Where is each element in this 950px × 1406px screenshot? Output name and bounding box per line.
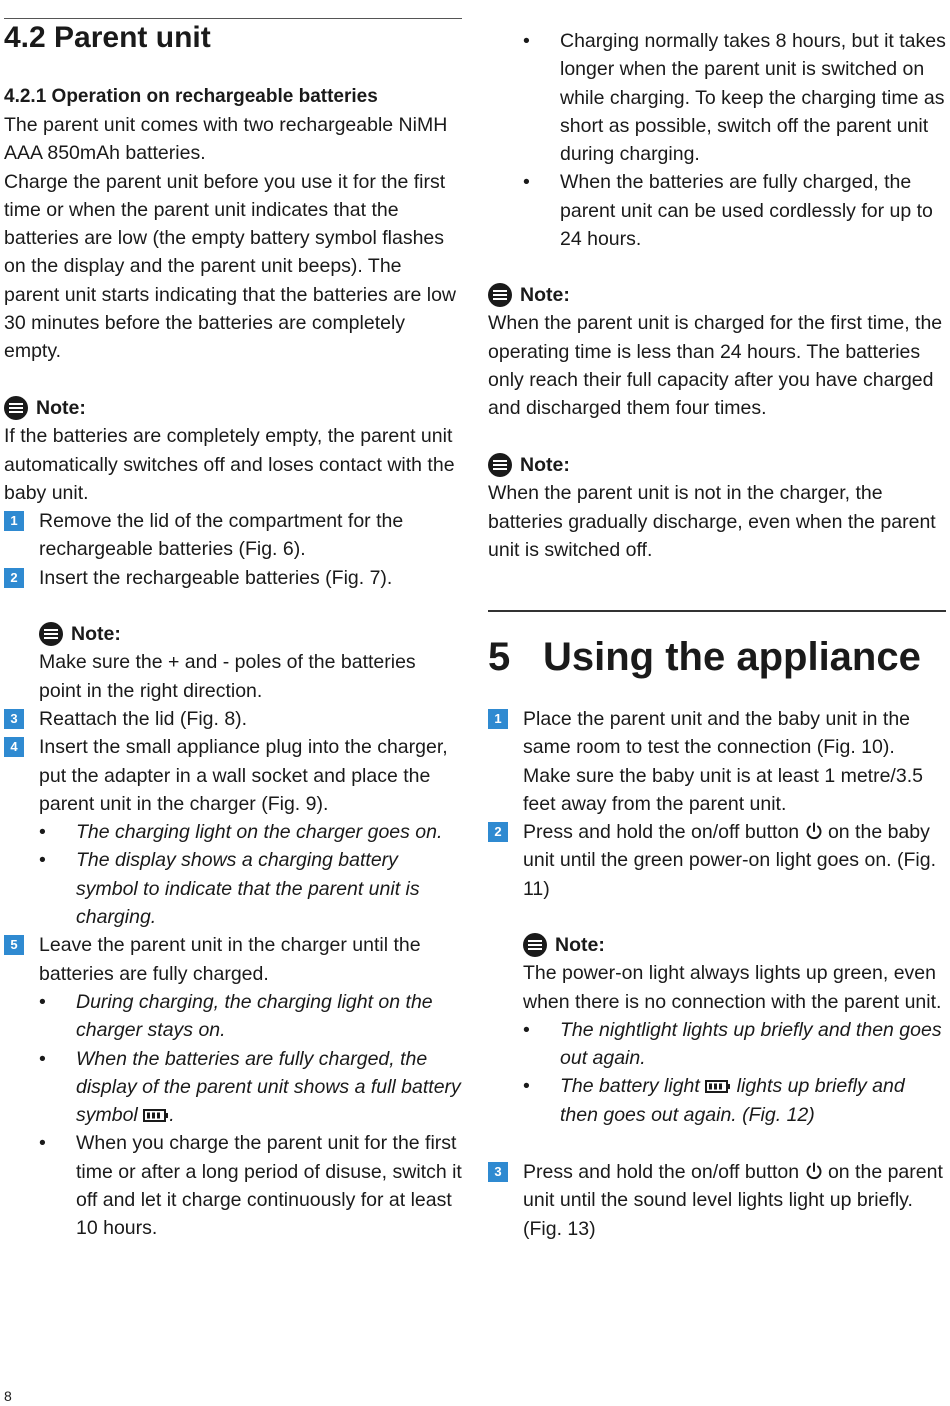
- step-number-badge: 3: [4, 709, 24, 729]
- step-text: Press and hold the on/off button on the parent unit until the sound level lights light up briefly. (Fig. 13): [523, 1161, 943, 1240]
- subsection-title: 4.2.1 Operation on rechargeable batteries: [4, 86, 378, 107]
- step-item: [488, 705, 946, 818]
- note-heading: Note:: [488, 281, 946, 309]
- note-text: When the parent unit is charged for the first time, the operating time is less than 24 hours. The batteries only reach their full capacity after you have charged and discharged them four times.: [488, 312, 943, 420]
- note-icon: [39, 622, 63, 646]
- battery-icon: [705, 1080, 731, 1093]
- power-icon: [805, 822, 823, 840]
- section-title: 4.2 Parent unit: [4, 21, 211, 54]
- step-number-badge: 1: [488, 709, 508, 729]
- bullet-item: • The battery light lights up briefly and then goes out again. (Fig. 12): [523, 1075, 905, 1126]
- step-text: Remove the lid of the compartment for the rechargeable batteries (Fig. 6).: [39, 510, 404, 561]
- step-item: [488, 1158, 946, 1243]
- step-text: Press and hold the on/off button on the baby unit until the green power-on light goes on. (Fig. 11): [523, 821, 936, 900]
- note-text: When the parent unit is not in the charger, the batteries gradually discharge, even when the parent unit is switched off.: [488, 482, 936, 561]
- step-number-badge: 5: [4, 935, 24, 955]
- note-icon: [488, 283, 512, 307]
- note-heading: Note:: [39, 620, 462, 648]
- charge-paragraph: Charge the parent unit before you use it for the first time or when the parent unit indicates that the batteries are low (the empty battery symbol flashes on the display and the parent unit beeps). The parent unit starts indicating that the batteries are low 30 minutes before the batteries are completely empty.: [4, 170, 457, 363]
- step-number-badge: 1: [4, 511, 24, 531]
- page-number: 8: [4, 1388, 12, 1404]
- bullet-item: • Charging normally takes 8 hours, but it takes longer when the parent unit is switched on while charging. To keep the charging time as short as possible, switch off the parent unit during charging.: [523, 30, 946, 166]
- note-heading: Note:: [488, 451, 946, 479]
- step-item: [488, 818, 946, 903]
- step-item: [4, 507, 462, 564]
- step-number-badge: 3: [488, 1162, 508, 1182]
- top-rule: [4, 18, 462, 19]
- step-item: [4, 733, 462, 931]
- step-number-badge: 2: [488, 822, 508, 842]
- note-text: If the batteries are completely empty, the parent unit automatically switches off and loses contact with the baby unit.: [4, 425, 455, 504]
- battery-icon: [143, 1109, 169, 1122]
- intro-paragraph: The parent unit comes with two rechargeable NiMH AAA 850mAh batteries.: [4, 114, 448, 165]
- note-icon: [523, 933, 547, 957]
- bullet-item: • When the batteries are fully charged, the display of the parent unit shows a full battery symbol .: [39, 1047, 461, 1127]
- bullet-item: • When you charge the parent unit for the first time or after a long period of disuse, switch it off and let it charge continuously for at least 10 hours.: [39, 1132, 462, 1240]
- chapter-title: 5 Using the appliance: [488, 635, 921, 679]
- bullet-item: • When the batteries are fully charged, the parent unit can be used cordlessly for up to 24 hours.: [523, 171, 933, 251]
- note-text: The power-on light always lights up green, even when there is no connection with the parent unit.: [523, 962, 942, 1013]
- note-text: Make sure the + and - poles of the batteries point in the right direction.: [39, 651, 416, 702]
- step-item: [4, 931, 462, 1242]
- step-item: [4, 564, 462, 592]
- step-text: Place the parent unit and the baby unit in the same room to test the connection (Fig. 10). Make sure the baby unit is at least 1 metre/3.5 feet away from the parent unit.: [523, 708, 923, 815]
- note-icon: [488, 453, 512, 477]
- power-icon: [805, 1162, 823, 1180]
- step-text: Insert the rechargeable batteries (Fig. 7).: [39, 566, 393, 589]
- bullet-item: • The charging light on the charger goes on.: [39, 821, 443, 844]
- note-heading: Note:: [4, 394, 462, 422]
- note-icon: [4, 396, 28, 420]
- step-number-badge: 2: [4, 568, 24, 588]
- step-number-badge: 4: [4, 737, 24, 757]
- step-text: Reattach the lid (Fig. 8).: [39, 708, 248, 730]
- bullet-item: • The nightlight lights up briefly and then goes out again.: [523, 1018, 942, 1070]
- bullet-item: • The display shows a charging battery symbol to indicate that the parent unit is charging.: [39, 849, 420, 929]
- step-text: Insert the small appliance plug into the charger, put the adapter in a wall socket and place the parent unit in the charger (Fig. 9).: [39, 736, 448, 815]
- bullet-item: • During charging, the charging light on the charger stays on.: [39, 990, 433, 1042]
- note-heading: Note:: [523, 931, 946, 959]
- step-item: [4, 705, 462, 733]
- chapter-rule: [488, 610, 946, 612]
- step-text: Leave the parent unit in the charger until the batteries are fully charged.: [39, 934, 421, 985]
